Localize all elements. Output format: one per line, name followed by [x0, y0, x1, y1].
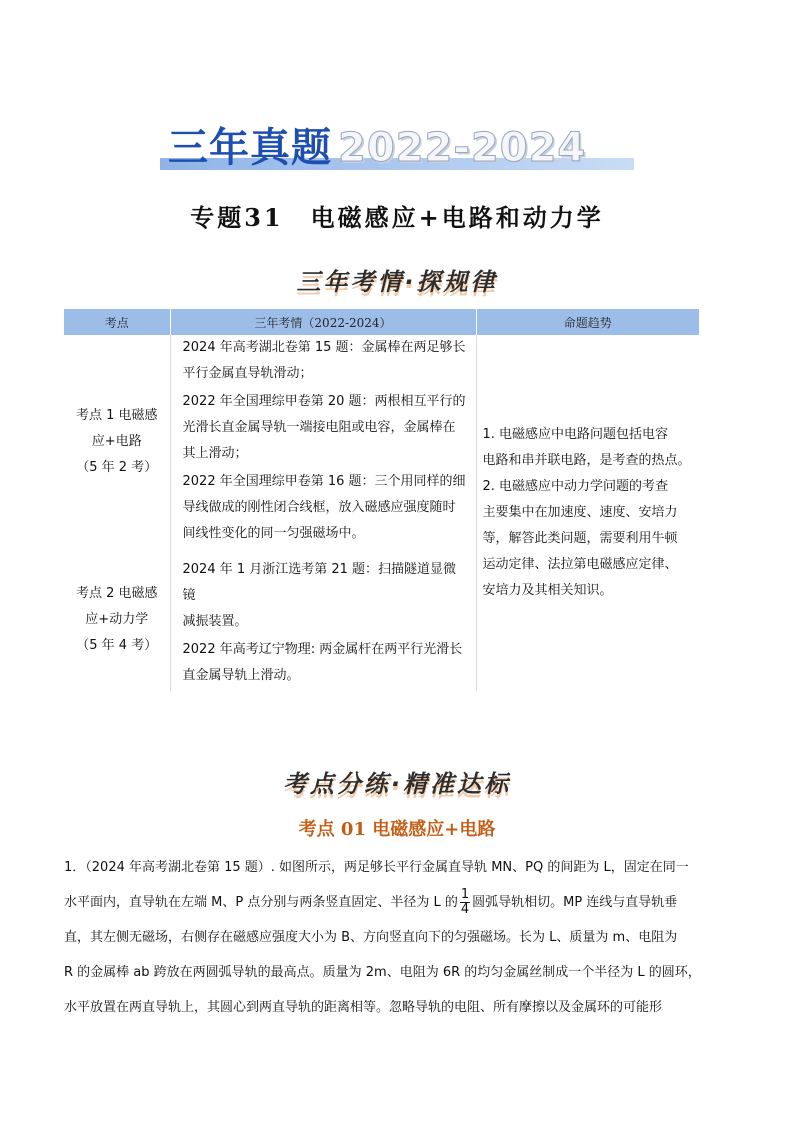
situation-line: 其上滑动； — [182, 446, 248, 461]
situation-item — [171, 637, 476, 689]
kp-line: 应+电路 — [91, 434, 142, 449]
fraction-numerator: 1 — [460, 887, 470, 902]
trend-line: 安培力及其相关知识。 — [482, 583, 613, 598]
trend-line: 主要集中在加速度、速度、安培力 — [482, 505, 678, 520]
exam-situation-cell — [170, 335, 476, 549]
knowledge-point-heading: 考点 01 电磁感应+电路 — [298, 819, 496, 840]
banner-left-text: 三年真题 — [168, 125, 332, 171]
kp-line: （5 年 2 考） — [76, 460, 158, 475]
section-heading-practice: 考点分练·精准达标 — [282, 770, 512, 798]
header-knowledge-point: 考点 — [64, 309, 170, 335]
exam-trend-table — [64, 309, 699, 691]
kp-line: 应+动力学 — [85, 612, 149, 627]
banner-text — [168, 122, 586, 174]
question-1 — [64, 850, 734, 1025]
question-text: 圆弧导轨相切。MP 连线与直导轨垂 — [472, 895, 678, 910]
situation-item — [171, 469, 476, 547]
header-exam-situation: 三年考情（2022-2024） — [170, 309, 476, 335]
knowledge-point-cell — [64, 335, 170, 549]
kp-line: 考点 1 电磁感 — [75, 408, 158, 423]
table-row — [64, 335, 699, 549]
trend-line: 电路和串并联电路，是考查的热点。 — [482, 453, 691, 468]
question-line — [64, 885, 734, 920]
question-line: 1．（2024 年高考湖北卷第 15 题）. 如图所示，两足够长平行金属直导轨 MN、PQ 的间距为 L，固定在同一 — [64, 860, 689, 875]
situation-line: 间线性变化的同一匀强磁场中。 — [182, 526, 365, 541]
fraction-quarter — [460, 888, 470, 917]
situation-line: 直金属导轨上滑动。 — [182, 668, 300, 683]
document-title: 专题31 电磁感应+电路和动力学 — [190, 203, 604, 232]
fraction-denominator: 4 — [460, 902, 470, 917]
banner-year-range: 2022-2024 — [338, 125, 587, 171]
situation-line: 减振装置。 — [182, 614, 248, 629]
situation-line: 2022 年全国理综甲卷第 16 题：三个用同样的细 — [182, 474, 466, 489]
question-line: 水平放置在两直导轨上，其圆心到两直导轨的距离相等。忽略导轨的电阻、所有摩擦以及金属环的可能形 — [64, 1000, 663, 1015]
situation-item — [171, 389, 476, 467]
trend-line: 等，解答此类问题，需要利用牛顿 — [482, 531, 678, 546]
kp-line: 考点 2 电磁感 — [75, 586, 158, 601]
situation-line: 光滑长直金属导轨一端接电阻或电容，金属棒在 — [182, 420, 456, 435]
section-heading-trends: 三年考情·探规律 — [296, 268, 498, 296]
header-trend: 命题趋势 — [476, 309, 699, 335]
table-header-row — [64, 309, 699, 335]
situation-item — [171, 335, 476, 387]
exam-situation-cell — [170, 549, 476, 691]
trend-line: 1. 电磁感应中电路问题包括电容 — [482, 427, 669, 442]
knowledge-point-cell — [64, 549, 170, 691]
situation-line: 2022 年高考辽宁物理: 两金属杆在两平行光滑长 — [182, 642, 463, 657]
situation-line: 2024 年高考湖北卷第 15 题：金属棒在两足够长 — [182, 340, 466, 355]
situation-line: 2024 年 1 月浙江选考第 21 题：扫描隧道显微镜 — [182, 562, 457, 603]
title-banner — [160, 122, 634, 174]
question-line: R 的金属棒 ab 跨放在两圆弧导轨的最高点。质量为 2m、电阻为 6R 的均匀金属丝制成一个半径为 L 的圆环， — [64, 965, 701, 980]
situation-line: 2022 年全国理综甲卷第 20 题：两根相互平行的 — [182, 394, 466, 409]
trend-line: 运动定律、法拉第电磁感应定律、 — [482, 557, 678, 572]
kp-line: （5 年 4 考） — [76, 638, 158, 653]
situation-line: 导线做成的刚性闭合线框，放入磁感应强度随时 — [182, 500, 456, 515]
question-text: 水平面内，直导轨在左端 M、P 点分别与两条竖直固定、半径为 L 的 — [64, 895, 458, 910]
trend-line: 2. 电磁感应中动力学问题的考查 — [482, 479, 669, 494]
situation-item — [171, 557, 476, 635]
situation-line: 平行金属直导轨滑动； — [182, 366, 313, 381]
trend-cell — [476, 335, 699, 691]
question-line: 直，其左侧无磁场，右侧存在磁感应强度大小为 B、方向竖直向下的匀强磁场。长为 L、质量为 m、电阻为 — [64, 930, 678, 945]
